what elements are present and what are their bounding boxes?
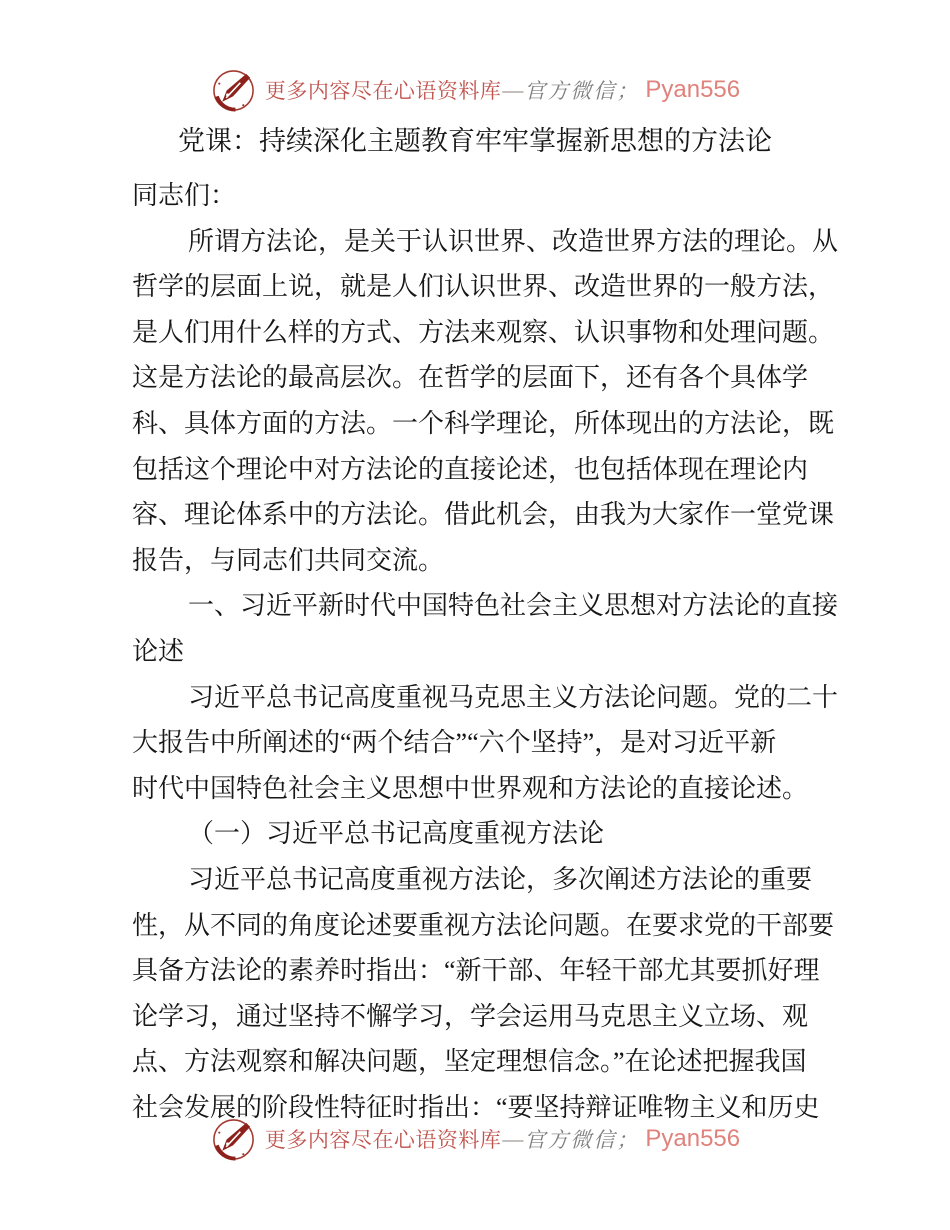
paragraph-line: 习近平总书记高度重视马克思主义方法论问题。党的二十 bbox=[188, 682, 839, 712]
paragraph-line: 包括这个理论中对方法论的直接论述，也包括体现在理论内 bbox=[132, 454, 809, 484]
doc-body bbox=[132, 173, 839, 1130]
pen-nib-emblem-icon bbox=[210, 67, 257, 114]
paragraph-line: 哲学的层面上说，就是人们认识世界、改造世界的一般方法， bbox=[132, 272, 835, 302]
paragraph-line: 习近平总书记高度重视方法论，多次阐述方法论的重要 bbox=[188, 864, 813, 894]
paragraph-line: 社会发展的阶段性特征时指出：“要坚持辩证唯物主义和历史 bbox=[132, 1092, 820, 1122]
paragraph-line: 点、方法观察和解决问题，坚定理想信念。”在论述把握我国 bbox=[132, 1047, 807, 1077]
paragraph-line: 是人们用什么样的方式、方法来观察、认识事物和处理问题。 bbox=[132, 317, 835, 347]
brand-text: 更多内容尽在心语资料库 bbox=[264, 1128, 502, 1152]
header-brand-banner bbox=[0, 64, 950, 116]
paragraph-line: 具备方法论的素养时指出：“新干部、年轻干部尤其要抓好理 bbox=[132, 956, 820, 986]
paragraph-line: 所谓方法论，是关于认识世界、改造世界方法的理论。从 bbox=[188, 226, 839, 256]
section-heading-line: 论述 bbox=[132, 636, 185, 666]
paragraph-line: 报告，与同志们共同交流。 bbox=[132, 545, 445, 575]
paragraph-line: 大报告中所阐述的“两个结合”“六个坚持”，是对习近平新 bbox=[132, 728, 777, 758]
wechat-id: Pyan556 bbox=[645, 76, 741, 103]
wechat-label: 官方微信； bbox=[524, 1128, 640, 1152]
paragraph-line: 时代中国特色社会主义思想中世界观和方法论的直接论述。 bbox=[132, 773, 809, 803]
brand-separator: — bbox=[502, 77, 524, 102]
brand-separator: — bbox=[502, 1126, 524, 1151]
paragraph-line: 性，从不同的角度论述要重视方法论问题。在要求党的干部要 bbox=[132, 910, 835, 940]
footer-brand-banner bbox=[0, 1113, 950, 1165]
salutation-line: 同志们： bbox=[132, 181, 237, 210]
paragraph-line: 这是方法论的最高层次。在哲学的层面下，还有各个具体学 bbox=[132, 363, 809, 393]
subsection-heading-line: （一）习近平总书记高度重视方法论 bbox=[188, 819, 605, 849]
brand-text: 更多内容尽在心语资料库 bbox=[264, 79, 502, 103]
paragraph-line: 论学习，通过坚持不懈学习，学会运用马克思主义立场、观 bbox=[132, 1001, 809, 1031]
paragraph-line: 科、具体方面的方法。一个科学理论，所体现出的方法论，既 bbox=[132, 408, 835, 438]
pen-nib-emblem-icon bbox=[210, 1116, 257, 1163]
paragraph-line: 容、理论体系中的方法论。借此机会，由我为大家作一堂党课 bbox=[132, 500, 835, 530]
wechat-id: Pyan556 bbox=[645, 1125, 741, 1152]
doc-title: 党课：持续深化主题教育牢牢掌握新思想的方法论 bbox=[178, 126, 772, 156]
wechat-label: 官方微信； bbox=[524, 79, 640, 103]
section-heading-line: 一、习近平新时代中国特色社会主义思想对方法论的直接 bbox=[188, 591, 839, 621]
